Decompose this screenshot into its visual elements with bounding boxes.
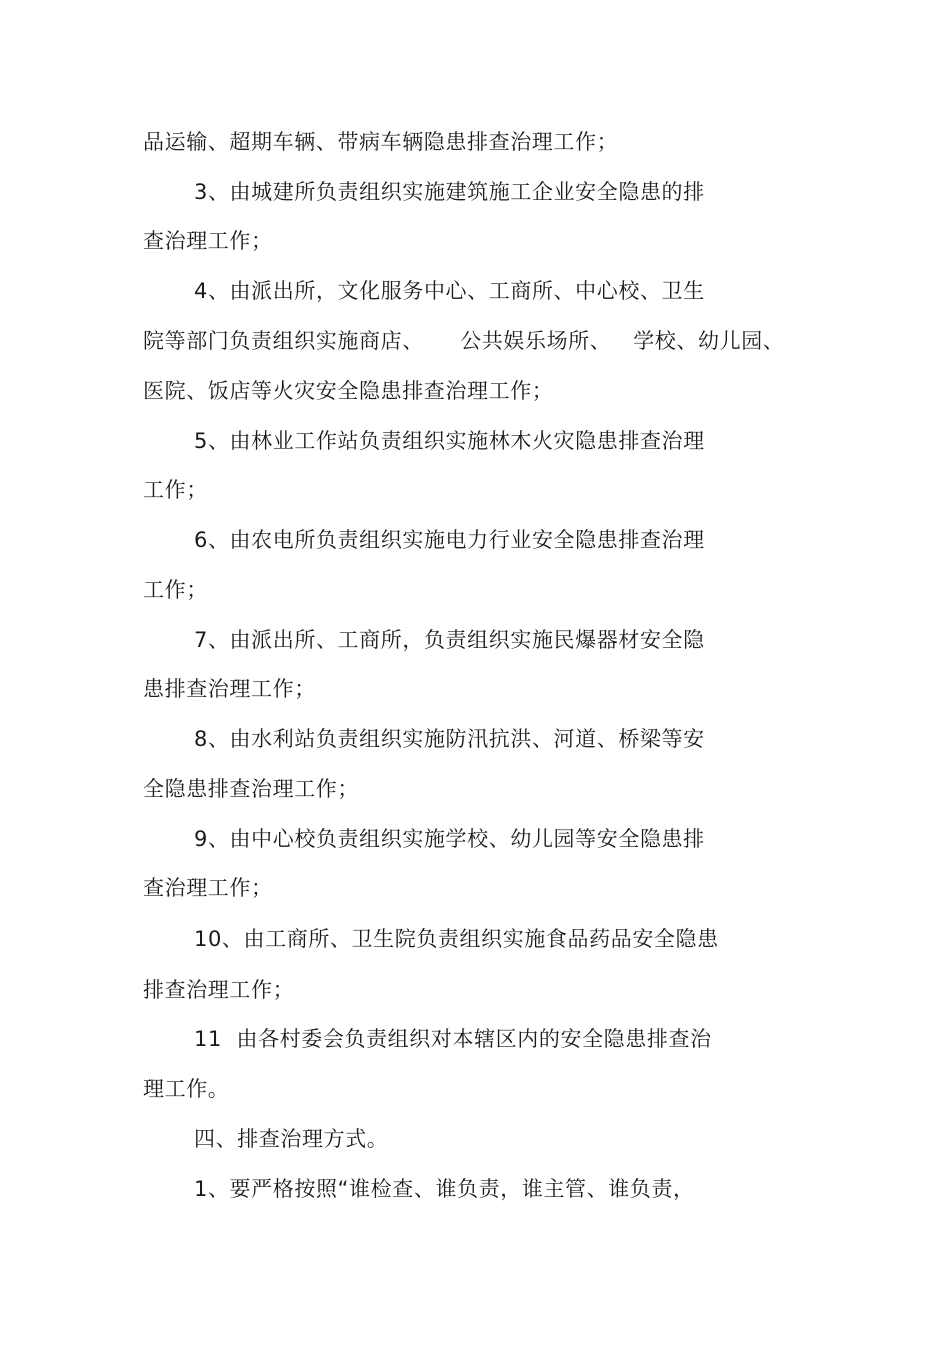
list-item-4-line-2: 院等部门负责组织实施商店、 公共娱乐场所、 学校、幼儿园、 xyxy=(143,329,785,353)
list-item-8-line-2: 全隐患排查治理工作； xyxy=(143,777,359,801)
list-item-5-line-2: 工作； xyxy=(143,478,208,502)
list-item-9-line-1: 9、由中心校负责组织实施学校、幼儿园等安全隐患排 xyxy=(194,827,705,851)
list-item-3-line-1: 3、由城建所负责组织实施建筑施工企业安全隐患的排 xyxy=(194,180,705,204)
list-item-3-line-2: 查治理工作； xyxy=(143,229,273,253)
paragraph-line: 品运输、超期车辆、带病车辆隐患排查治理工作； xyxy=(143,130,619,154)
list-item-4-line-3: 医院、饭店等火灾安全隐患排查治理工作； xyxy=(143,379,554,403)
list-item-11-line-1: 11 由各村委会负责组织对本辖区内的安全隐患排查治 xyxy=(194,1027,712,1051)
list-item-7-line-1: 7、由派出所、工商所，负责组织实施民爆器材安全隐 xyxy=(194,628,705,652)
list-item-6-line-1: 6、由农电所负责组织实施电力行业安全隐患排查治理 xyxy=(194,528,705,552)
list-item-8-line-1: 8、由水利站负责组织实施防汛抗洪、河道、桥梁等安 xyxy=(194,727,705,751)
list-item-4-line-1: 4、由派出所，文化服务中心、工商所、中心校、卫生 xyxy=(194,279,705,303)
list-item-10-line-2: 排查治理工作； xyxy=(143,978,295,1002)
section-heading: 四、排查治理方式。 xyxy=(194,1127,389,1151)
method-item-1-line-1: 1、要严格按照“谁检查、谁负责，谁主管、谁负责， xyxy=(194,1177,695,1201)
list-item-9-line-2: 查治理工作； xyxy=(143,876,273,900)
list-item-5-line-1: 5、由林业工作站负责组织实施林木火灾隐患排查治理 xyxy=(194,429,705,453)
list-item-6-line-2: 工作； xyxy=(143,578,208,602)
list-item-11-line-2: 理工作。 xyxy=(143,1077,230,1101)
list-item-10-line-1: 10、由工商所、卫生院负责组织实施食品药品安全隐患 xyxy=(194,927,719,951)
list-item-7-line-2: 患排查治理工作； xyxy=(143,677,316,701)
